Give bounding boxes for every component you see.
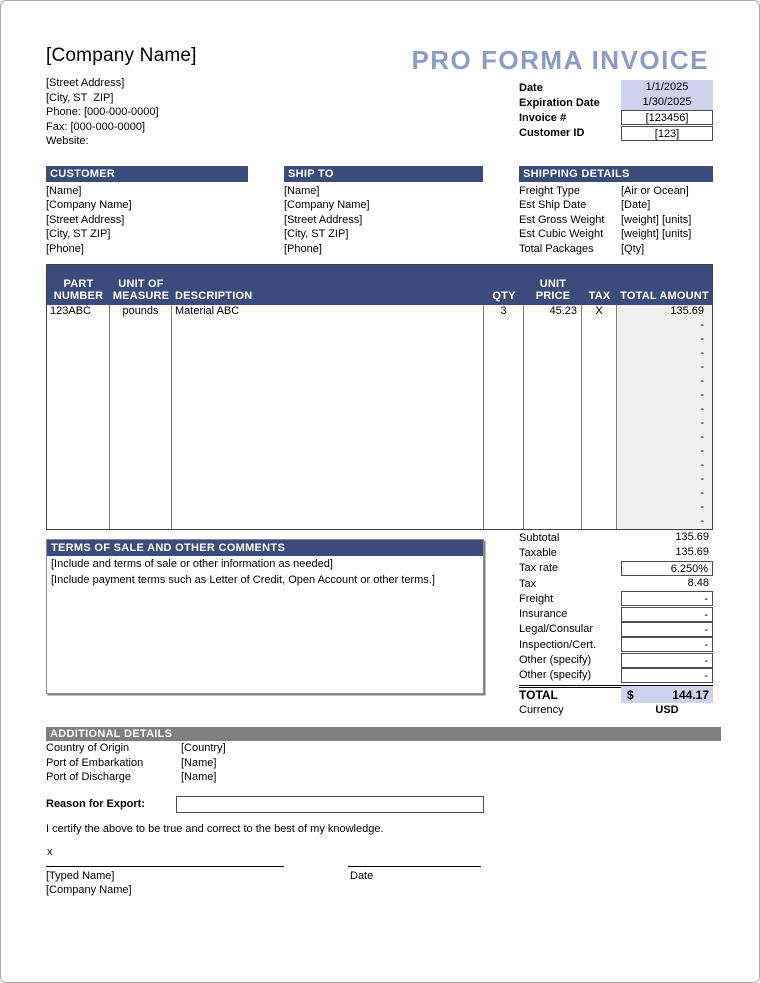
shipping-detail-label: Est Gross Weight xyxy=(519,213,605,226)
items-table-body xyxy=(47,305,712,529)
cell-unit_price[interactable] xyxy=(524,347,582,361)
cell-tax[interactable] xyxy=(582,417,617,431)
cell-unit_price[interactable] xyxy=(524,361,582,375)
cell-total_amount[interactable]: - xyxy=(617,403,712,417)
cell-tax[interactable] xyxy=(582,473,617,487)
column-header-description: DESCRIPTION xyxy=(175,290,253,302)
cell-unit_of_measure[interactable] xyxy=(110,473,172,487)
cell-unit_of_measure[interactable] xyxy=(110,501,172,515)
cell-unit_of_measure[interactable] xyxy=(110,361,172,375)
cell-tax[interactable] xyxy=(582,361,617,375)
cell-unit_price[interactable] xyxy=(524,389,582,403)
summary-value-field[interactable]: - xyxy=(621,653,713,668)
cell-qty[interactable] xyxy=(484,459,524,473)
cell-description[interactable] xyxy=(172,417,484,431)
additional-details-rows xyxy=(46,741,226,785)
shipping-detail-value: [Qty] xyxy=(621,242,645,255)
meta-value-field[interactable]: [123456] xyxy=(621,110,713,125)
cell-qty[interactable] xyxy=(484,319,524,333)
additional-detail-value: [Name] xyxy=(181,771,217,783)
meta-row xyxy=(519,95,713,110)
additional-detail-label: Port of Discharge xyxy=(46,771,131,783)
summary-row xyxy=(519,668,713,683)
phone-label: Phone: xyxy=(46,106,81,118)
cell-description[interactable] xyxy=(172,431,484,445)
cell-part_number[interactable] xyxy=(47,459,110,473)
fax-value: [000-000-0000] xyxy=(70,120,146,133)
document-title: PRO FORMA INVOICE xyxy=(411,45,709,75)
table-row-empty xyxy=(47,361,712,375)
summary-label: Other (specify) xyxy=(519,654,592,667)
reason-for-export-label: Reason for Export: xyxy=(46,798,146,810)
cell-tax[interactable] xyxy=(582,445,617,459)
summary-row xyxy=(519,561,713,576)
company-city: [City, ST ZIP] xyxy=(46,91,114,104)
shipping-detail-label: Freight Type xyxy=(519,185,580,197)
reason-for-export-input[interactable] xyxy=(176,796,484,813)
column-header-part_number: PART NUMBER xyxy=(53,278,104,302)
meta-label: Invoice # xyxy=(519,111,567,124)
cell-unit_price[interactable] xyxy=(524,501,582,515)
cell-total_amount[interactable]: - xyxy=(617,501,712,515)
cell-part_number[interactable]: 123ABC xyxy=(47,305,110,319)
summary-label: Tax rate xyxy=(519,562,559,575)
terms-header: TERMS OF SALE AND OTHER COMMENTS xyxy=(47,540,483,556)
table-row-empty xyxy=(47,319,712,333)
ship-to-line: [Phone] xyxy=(284,242,322,255)
meta-row xyxy=(519,80,713,95)
cell-description[interactable] xyxy=(172,501,484,515)
column-header-total_amount: TOTAL AMOUNT xyxy=(620,290,709,302)
additional-details-header: ADDITIONAL DETAILS xyxy=(46,727,721,741)
summary-row xyxy=(519,545,713,560)
ship-to-header: SHIP TO xyxy=(284,166,483,182)
summary-row xyxy=(519,637,713,652)
cell-qty[interactable] xyxy=(484,417,524,431)
cell-part_number[interactable] xyxy=(47,417,110,431)
cell-unit_of_measure[interactable] xyxy=(110,347,172,361)
cell-unit_of_measure[interactable] xyxy=(110,487,172,501)
cell-qty[interactable] xyxy=(484,501,524,515)
cell-total_amount[interactable]: - xyxy=(617,515,712,529)
table-row-empty xyxy=(47,389,712,403)
shipping-detail-value: [Date] xyxy=(621,199,651,212)
cell-unit_price[interactable] xyxy=(524,375,582,389)
currency-symbol: $ xyxy=(627,687,634,702)
cell-qty[interactable] xyxy=(484,389,524,403)
terms-line: [Include and terms of sale or other information as needed] xyxy=(51,558,333,570)
table-row-empty xyxy=(47,403,712,417)
cell-total_amount[interactable]: - xyxy=(617,375,712,389)
additional-detail-row xyxy=(46,756,226,771)
cell-qty[interactable] xyxy=(484,375,524,389)
summary-value-field: 135.69 xyxy=(675,546,709,559)
cell-qty[interactable] xyxy=(484,431,524,445)
ship-to-line: [Company Name] xyxy=(284,199,370,212)
cell-tax[interactable] xyxy=(582,347,617,361)
company-street: [Street Address] xyxy=(46,77,125,89)
cell-part_number[interactable] xyxy=(47,501,110,515)
shipping-details-header: SHIPPING DETAILS xyxy=(519,166,713,182)
summary-value-field: 135.69 xyxy=(675,531,709,544)
table-row-empty xyxy=(47,487,712,501)
cell-unit_price[interactable] xyxy=(524,319,582,333)
summary-row xyxy=(519,530,713,545)
cell-qty[interactable] xyxy=(484,473,524,487)
cell-part_number[interactable] xyxy=(47,487,110,501)
currency-label: Currency xyxy=(519,703,564,716)
currency-value: USD xyxy=(655,703,679,716)
cell-unit_of_measure[interactable] xyxy=(110,515,172,529)
fax-label: Fax: xyxy=(46,120,68,133)
company-fax xyxy=(46,120,197,135)
table-row-empty xyxy=(47,417,712,431)
terms-of-sale-box xyxy=(46,539,484,694)
cell-unit_of_measure[interactable] xyxy=(110,389,172,403)
cell-unit_of_measure[interactable] xyxy=(110,417,172,431)
line-items-table xyxy=(46,264,713,530)
cell-qty[interactable] xyxy=(484,445,524,459)
summary-row xyxy=(519,622,713,637)
summary-value-field[interactable]: 6.250% xyxy=(621,561,713,576)
cell-total_amount[interactable]: - xyxy=(617,347,712,361)
cell-unit_price[interactable] xyxy=(524,417,582,431)
cell-part_number[interactable] xyxy=(47,347,110,361)
company-website: Website: xyxy=(46,135,89,147)
cell-tax[interactable] xyxy=(582,319,617,333)
cell-description[interactable] xyxy=(172,319,484,333)
additional-detail-label: Country of Origin xyxy=(46,742,130,754)
table-row-empty xyxy=(47,473,712,487)
additional-detail-value: [Name] xyxy=(181,756,217,769)
cell-unit_price[interactable] xyxy=(524,487,582,501)
customer-line: [Company Name] xyxy=(46,199,132,212)
certification-statement: I certify the above to be true and correct to the best of my knowledge. xyxy=(46,823,384,835)
cell-unit_of_measure[interactable]: pounds xyxy=(110,305,172,319)
table-row-empty xyxy=(47,431,712,445)
summary-value-field[interactable]: - xyxy=(621,668,713,683)
cell-tax[interactable]: X xyxy=(582,305,617,319)
cell-total_amount[interactable]: - xyxy=(617,487,712,501)
summary-value-field[interactable]: - xyxy=(621,607,713,622)
cell-total_amount[interactable]: - xyxy=(617,459,712,473)
cell-tax[interactable] xyxy=(582,389,617,403)
cell-tax[interactable] xyxy=(582,333,617,347)
cell-total_amount[interactable]: - xyxy=(617,319,712,333)
ship-to-section xyxy=(284,166,483,256)
signer-company-name: [Company Name] xyxy=(46,884,132,896)
cell-total_amount[interactable]: - xyxy=(617,333,712,347)
cell-part_number[interactable] xyxy=(47,375,110,389)
table-row xyxy=(47,305,712,319)
cell-unit_price[interactable] xyxy=(524,459,582,473)
cell-qty[interactable] xyxy=(484,347,524,361)
summary-label: Freight xyxy=(519,592,554,605)
cell-part_number[interactable] xyxy=(47,473,110,487)
column-header-unit_price: UNIT PRICE xyxy=(535,278,571,302)
cell-description[interactable]: Material ABC xyxy=(172,305,484,319)
additional-detail-value: [Country] xyxy=(181,742,226,754)
column-header-qty: QTY xyxy=(492,290,516,302)
shipping-detail-row xyxy=(519,213,713,227)
ship-to-line: [Street Address] xyxy=(284,213,363,226)
total-row xyxy=(519,685,713,702)
cell-unit_price[interactable] xyxy=(524,403,582,417)
summary-label: Tax xyxy=(519,577,537,590)
cell-tax[interactable] xyxy=(582,515,617,529)
shipping-detail-value: [weight] [units] xyxy=(621,228,692,241)
cell-description[interactable] xyxy=(172,333,484,347)
cell-part_number[interactable] xyxy=(47,445,110,459)
cell-unit_of_measure[interactable] xyxy=(110,333,172,347)
cell-qty[interactable] xyxy=(484,403,524,417)
cell-total_amount[interactable]: - xyxy=(617,473,712,487)
cell-tax[interactable] xyxy=(582,487,617,501)
column-header-unit_of_measure: UNIT OF MEASURE xyxy=(112,278,170,302)
signature-date-line[interactable] xyxy=(348,848,481,867)
cell-description[interactable] xyxy=(172,389,484,403)
summary-label: Legal/Consular xyxy=(519,623,593,636)
customer-line: [Street Address] xyxy=(46,213,125,226)
summary-row xyxy=(519,606,713,621)
shipping-detail-value: [weight] [units] xyxy=(621,213,692,226)
additional-detail-row xyxy=(46,741,226,756)
company-block xyxy=(46,45,197,149)
table-row-empty xyxy=(47,333,712,347)
shipping-details-section xyxy=(519,166,713,256)
meta-value-field[interactable]: 1/30/2025 xyxy=(621,95,713,110)
cell-qty[interactable] xyxy=(484,361,524,375)
shipping-detail-value: [Air or Ocean] xyxy=(621,185,689,197)
cell-qty[interactable] xyxy=(484,515,524,529)
shipping-detail-row xyxy=(519,198,713,212)
summary-row xyxy=(519,576,713,591)
cell-total_amount[interactable]: - xyxy=(617,389,712,403)
shipping-detail-label: Total Packages xyxy=(519,242,594,255)
invoice-meta xyxy=(519,80,713,141)
cell-unit_of_measure[interactable] xyxy=(110,431,172,445)
shipping-detail-label: Est Cubic Weight xyxy=(519,228,604,241)
summary-value-field[interactable]: - xyxy=(621,622,713,637)
meta-value-field[interactable]: [123] xyxy=(621,126,713,141)
shipping-detail-label: Est Ship Date xyxy=(519,199,587,212)
summary-label: Subtotal xyxy=(519,531,560,544)
meta-value-field[interactable]: 1/1/2025 xyxy=(621,80,713,95)
summary-label: Insurance xyxy=(519,608,568,621)
ship-to-line: [City, ST ZIP] xyxy=(284,228,349,241)
customer-line: [City, ST ZIP] xyxy=(46,228,111,241)
cell-unit_price[interactable] xyxy=(524,431,582,445)
cell-unit_price[interactable] xyxy=(524,445,582,459)
signature-date-label: Date xyxy=(350,870,374,882)
summary-row xyxy=(519,652,713,667)
cell-description[interactable] xyxy=(172,445,484,459)
cell-tax[interactable] xyxy=(582,501,617,515)
cell-tax[interactable] xyxy=(582,403,617,417)
cell-unit_of_measure[interactable] xyxy=(110,319,172,333)
column-header-tax: TAX xyxy=(588,290,611,302)
ship-to-line: [Name] xyxy=(284,185,320,197)
cell-unit_of_measure[interactable] xyxy=(110,403,172,417)
cell-qty[interactable] xyxy=(484,333,524,347)
meta-label: Date xyxy=(519,81,543,94)
summary-value-field[interactable]: - xyxy=(621,591,713,606)
cell-part_number[interactable] xyxy=(47,389,110,403)
cell-total_amount[interactable]: 135.69 xyxy=(617,305,712,319)
currency-row xyxy=(519,702,713,717)
shipping-detail-row xyxy=(519,242,713,256)
cell-part_number[interactable] xyxy=(47,361,110,375)
shipping-detail-row xyxy=(519,227,713,241)
signer-typed-name: [Typed Name] xyxy=(46,870,115,882)
cell-part_number[interactable] xyxy=(47,333,110,347)
cell-unit_of_measure[interactable] xyxy=(110,459,172,473)
cell-description[interactable] xyxy=(172,459,484,473)
cell-description[interactable] xyxy=(172,347,484,361)
company-phone xyxy=(46,105,197,120)
cell-total_amount[interactable]: - xyxy=(617,417,712,431)
summary-value-field: 8.48 xyxy=(687,577,709,590)
cell-total_amount[interactable]: - xyxy=(617,445,712,459)
table-row-empty xyxy=(47,515,712,529)
table-row-empty xyxy=(47,445,712,459)
customer-header: CUSTOMER xyxy=(46,166,248,182)
table-row-empty xyxy=(47,375,712,389)
cell-unit_price[interactable] xyxy=(524,333,582,347)
cell-unit_price[interactable] xyxy=(524,515,582,529)
meta-label: Customer ID xyxy=(519,127,585,140)
cell-tax[interactable] xyxy=(582,431,617,445)
terms-line: [Include payment terms such as Letter of Credit, Open Account or other terms.] xyxy=(51,574,435,586)
cell-qty[interactable] xyxy=(484,487,524,501)
summary-label: Other (specify) xyxy=(519,669,592,682)
cell-description[interactable] xyxy=(172,473,484,487)
signature-line[interactable] xyxy=(46,848,284,867)
signature-x-mark: x xyxy=(47,846,53,858)
cell-description[interactable] xyxy=(172,487,484,501)
total-value-field xyxy=(621,686,713,703)
cell-unit_price[interactable]: 45.23 xyxy=(524,305,582,319)
customer-line: [Name] xyxy=(46,185,82,197)
cell-unit_of_measure[interactable] xyxy=(110,375,172,389)
cell-unit_price[interactable] xyxy=(524,473,582,487)
cell-total_amount[interactable]: - xyxy=(617,431,712,445)
cell-unit_of_measure[interactable] xyxy=(110,445,172,459)
cell-tax[interactable] xyxy=(582,459,617,473)
cell-description[interactable] xyxy=(172,515,484,529)
table-row-empty xyxy=(47,459,712,473)
meta-label: Expiration Date xyxy=(519,96,600,109)
phone-value: [000-000-0000] xyxy=(83,106,159,118)
meta-row xyxy=(519,126,713,141)
items-table-header xyxy=(47,265,712,305)
additional-detail-label: Port of Embarkation xyxy=(46,756,144,769)
cell-description[interactable] xyxy=(172,403,484,417)
cell-qty[interactable]: 3 xyxy=(484,305,524,319)
meta-row xyxy=(519,110,713,125)
cell-description[interactable] xyxy=(172,375,484,389)
customer-line: [Phone] xyxy=(46,242,84,255)
summary-row xyxy=(519,591,713,606)
table-row-empty xyxy=(47,501,712,515)
totals-summary xyxy=(519,530,713,717)
customer-section xyxy=(46,166,248,256)
cell-part_number[interactable] xyxy=(47,319,110,333)
summary-label: Taxable xyxy=(519,546,557,559)
cell-total_amount[interactable]: - xyxy=(617,361,712,375)
additional-detail-row xyxy=(46,770,226,785)
cell-description[interactable] xyxy=(172,361,484,375)
cell-tax[interactable] xyxy=(582,375,617,389)
total-label: TOTAL xyxy=(519,687,558,702)
cell-part_number[interactable] xyxy=(47,515,110,529)
cell-part_number[interactable] xyxy=(47,431,110,445)
shipping-detail-row xyxy=(519,184,713,198)
summary-value-field[interactable]: - xyxy=(621,637,713,652)
summary-label: Inspection/Cert. xyxy=(519,638,597,651)
table-row-empty xyxy=(47,347,712,361)
company-name: [Company Name] xyxy=(46,45,197,66)
total-amount: 144.17 xyxy=(672,687,709,702)
cell-part_number[interactable] xyxy=(47,403,110,417)
